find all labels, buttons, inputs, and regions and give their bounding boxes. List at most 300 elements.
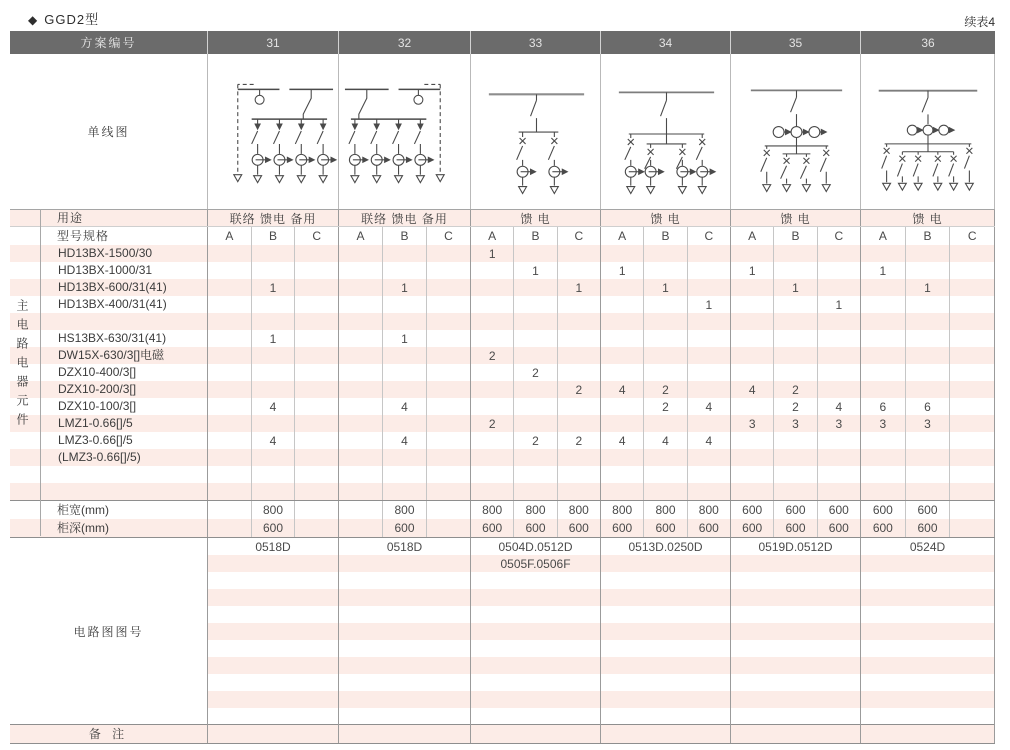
circuit-number-row: [207, 555, 995, 572]
circuit-number-row: [207, 691, 995, 708]
value-cell: [949, 330, 994, 347]
value-cell: [426, 466, 470, 483]
diagram-cell-31: [207, 54, 338, 209]
circuit-number-cell: [338, 623, 470, 640]
value-cell: [731, 279, 773, 296]
value-cell: [731, 449, 773, 466]
scheme-number: 31: [207, 31, 338, 54]
value-cell: [773, 313, 816, 330]
component-row: [10, 483, 995, 500]
size-label: 柜宽(mm): [57, 503, 109, 517]
value-cell: [471, 432, 513, 449]
value-cell: [208, 432, 251, 449]
value-cell: 1: [817, 296, 860, 313]
value-cell: [601, 364, 643, 381]
value-cell: 600: [612, 521, 633, 535]
component-row: [10, 449, 995, 466]
circuit-number-cell: [600, 674, 730, 691]
circuit-number-cell: [338, 691, 470, 708]
value-cell: [426, 449, 470, 466]
value-cell: [208, 381, 251, 398]
value-cell: [339, 449, 382, 466]
component-row: [10, 262, 995, 279]
diagram-cell-36: [860, 54, 995, 209]
single-line-diagram-32: [339, 68, 470, 204]
single-line-diagram-33: [471, 68, 600, 204]
value-cell: 4: [817, 398, 860, 415]
remark-cell: [207, 725, 338, 743]
circuit-number-cell: [730, 589, 860, 606]
component-name: HD13BX-1000/31: [58, 263, 153, 277]
component-row: [10, 398, 995, 415]
value-cell: [426, 398, 470, 415]
value-cell: [773, 466, 816, 483]
value-cell: [601, 415, 643, 432]
value-cell: [208, 262, 251, 279]
circuit-number-cell: [338, 640, 470, 657]
value-cell: [601, 483, 643, 500]
component-row: [10, 245, 995, 262]
value-cell: [294, 296, 338, 313]
value-cell: 1: [382, 279, 426, 296]
circuit-number-label: 电路图图号: [10, 538, 207, 724]
circuit-number-cell: [470, 606, 600, 623]
circuit-number-cell: [338, 657, 470, 674]
col-b-header: B: [773, 227, 816, 245]
value-cell: 4: [748, 382, 756, 397]
value-cell: [251, 415, 295, 432]
label-column-divider: [40, 209, 41, 536]
value-cell: [557, 262, 600, 279]
circuit-number-cell: 0524D: [860, 538, 995, 555]
value-cell: [208, 466, 251, 483]
component-row: [10, 415, 995, 432]
value-cell: 600: [817, 519, 860, 537]
value-cell: 600: [773, 501, 816, 519]
spec-group: [207, 227, 338, 245]
value-cell: [731, 432, 773, 449]
value-cell: [208, 501, 251, 519]
value-cell: 800: [557, 501, 600, 519]
value-cell: [687, 245, 730, 262]
circuit-number-cell: [860, 555, 995, 572]
value-cell: [339, 415, 382, 432]
component-name: LMZ3-0.66[]/5: [58, 433, 133, 447]
value-cell: [687, 330, 730, 347]
value-cell: [949, 245, 994, 262]
value-cell: 600: [817, 501, 860, 519]
col-c-header: C: [426, 227, 470, 245]
spec-group: [600, 227, 730, 245]
value-cell: 3: [773, 415, 816, 432]
circuit-number-cell: [338, 572, 470, 589]
value-cell: [294, 483, 338, 500]
component-name: LMZ1-0.66[]/5: [58, 416, 133, 430]
value-cell: [294, 519, 338, 537]
value-cell: [208, 347, 251, 364]
scheme-number-header: 方案编号: [80, 36, 137, 50]
col-a-header: A: [618, 229, 627, 243]
value-cell: 4: [251, 432, 295, 449]
value-cell: [949, 449, 994, 466]
diagram-cell-35: [730, 54, 860, 209]
col-c-header: C: [557, 227, 600, 245]
value-cell: [339, 330, 382, 347]
value-cell: 800: [612, 503, 633, 517]
value-cell: 4: [382, 432, 426, 449]
value-cell: [339, 501, 382, 519]
value-cell: [817, 432, 860, 449]
circuit-number-cell: [730, 555, 860, 572]
value-cell: [905, 364, 950, 381]
value-cell: [861, 279, 905, 296]
value-cell: [426, 415, 470, 432]
value-cell: [817, 483, 860, 500]
value-cell: 4: [687, 432, 730, 449]
usage-value: 联络 馈电 备用: [207, 210, 338, 226]
value-cell: [731, 483, 773, 500]
value-cell: [471, 483, 513, 500]
component-cells: [207, 347, 995, 364]
value-cell: [557, 245, 600, 262]
circuit-number-row: [207, 657, 995, 674]
scheme-number: 32: [338, 31, 470, 54]
circuit-number-cell: [338, 708, 470, 725]
value-cell: [294, 279, 338, 296]
value-cell: 3: [905, 415, 950, 432]
value-cell: [817, 466, 860, 483]
value-cell: [817, 347, 860, 364]
value-cell: [905, 466, 950, 483]
value-cell: [426, 296, 470, 313]
col-b-header: B: [643, 227, 686, 245]
circuit-number-cell: [207, 606, 338, 623]
value-cell: [817, 364, 860, 381]
value-cell: [861, 330, 905, 347]
component-cells: [207, 245, 995, 262]
col-b-header: B: [382, 227, 426, 245]
spec-table: [10, 31, 995, 744]
circuit-number-cell: [470, 708, 600, 725]
value-cell: [731, 330, 773, 347]
circuit-number-cell: [730, 640, 860, 657]
circuit-number-cell: 0504D.0512D: [470, 538, 600, 555]
table-header-row: [10, 31, 995, 54]
circuit-number-cell: [730, 708, 860, 725]
value-cell: [557, 398, 600, 415]
diamond-icon: ◆: [28, 13, 39, 27]
circuit-number-cell: [860, 589, 995, 606]
component-cells: [207, 381, 995, 398]
value-cell: [643, 330, 686, 347]
circuit-number-cell: [338, 674, 470, 691]
value-cell: 2: [557, 381, 600, 398]
value-cell: [382, 449, 426, 466]
circuit-number-cell: [860, 657, 995, 674]
value-cell: [817, 262, 860, 279]
circuit-number-cell: [338, 589, 470, 606]
usage-label: 用途: [57, 211, 84, 225]
remark-label: 备 注: [88, 727, 129, 741]
value-cell: [731, 364, 773, 381]
component-name: HS13BX-630/31(41): [58, 331, 167, 345]
value-cell: [905, 381, 950, 398]
remark-cell: [338, 725, 470, 743]
value-cell: [471, 262, 513, 279]
value-cell: [294, 432, 338, 449]
spec-group: [730, 227, 860, 245]
value-cell: [601, 245, 643, 262]
value-cell: [339, 381, 382, 398]
spec-group: [860, 227, 995, 245]
value-cell: [687, 313, 730, 330]
value-cell: [426, 519, 470, 537]
value-cell: 1: [382, 330, 426, 347]
value-cell: [294, 415, 338, 432]
value-cell: 2: [513, 364, 556, 381]
circuit-number-cell: 0513D.0250D: [600, 538, 730, 555]
value-cell: [773, 483, 816, 500]
value-cell: [294, 262, 338, 279]
value-cell: [294, 398, 338, 415]
value-cell: [339, 296, 382, 313]
value-cell: [731, 313, 773, 330]
component-row: [10, 364, 995, 381]
component-name: DZX10-200/3[]: [58, 382, 137, 396]
value-cell: [949, 483, 994, 500]
value-cell: [294, 449, 338, 466]
value-cell: [513, 245, 556, 262]
value-cell: [601, 313, 643, 330]
value-cell: [557, 466, 600, 483]
value-cell: 600: [872, 521, 893, 535]
diagram-cell-34: [600, 54, 730, 209]
circuit-number-cell: [860, 674, 995, 691]
scheme-number: 34: [600, 31, 730, 54]
value-cell: [643, 449, 686, 466]
spec-group: [338, 227, 470, 245]
circuit-number-cell: [338, 606, 470, 623]
circuit-number-cell: [470, 674, 600, 691]
scheme-number: 36: [860, 31, 995, 54]
col-c-header: C: [687, 227, 730, 245]
circuit-number-cell: 0518D: [338, 538, 470, 555]
spec-groups: [207, 227, 995, 245]
value-cell: [339, 245, 382, 262]
circuit-number-cell: [600, 606, 730, 623]
value-cell: [949, 313, 994, 330]
value-cell: [513, 313, 556, 330]
value-cell: [471, 381, 513, 398]
circuit-number-cell: [600, 691, 730, 708]
value-cell: [382, 296, 426, 313]
value-cell: [513, 449, 556, 466]
circuit-number-cell: 0518D: [207, 538, 338, 555]
value-cell: 6: [879, 399, 887, 414]
value-cell: [251, 347, 295, 364]
value-cell: [208, 296, 251, 313]
value-cell: [251, 483, 295, 500]
component-name: DZX10-100/3[]: [58, 399, 137, 413]
value-cell: [382, 347, 426, 364]
value-cell: 600: [773, 519, 816, 537]
value-cell: [601, 279, 643, 296]
value-cell: [426, 347, 470, 364]
col-c-header: C: [294, 227, 338, 245]
value-cell: [294, 245, 338, 262]
circuit-number-cell: [470, 572, 600, 589]
component-row: [10, 279, 995, 296]
component-name: HD13BX-400/31(41): [58, 297, 167, 311]
value-cell: [339, 279, 382, 296]
value-cell: [557, 415, 600, 432]
value-cell: [513, 296, 556, 313]
value-cell: [426, 381, 470, 398]
value-cell: [817, 313, 860, 330]
component-name: DZX10-400/3[]: [58, 365, 137, 379]
value-cell: 4: [643, 432, 686, 449]
value-cell: 1: [905, 279, 950, 296]
value-cell: [773, 364, 816, 381]
value-cell: [949, 381, 994, 398]
circuit-number-row: [207, 623, 995, 640]
value-cell: 600: [643, 519, 686, 537]
value-cell: [905, 313, 950, 330]
value-cell: [687, 279, 730, 296]
value-cell: [687, 364, 730, 381]
circuit-number-row: [207, 640, 995, 657]
circuit-number-cell: [860, 623, 995, 640]
usage-value: 馈 电: [730, 210, 860, 226]
value-cell: [339, 347, 382, 364]
value-cell: [382, 466, 426, 483]
circuit-number-cell: [207, 708, 338, 725]
usage-cells: [207, 210, 995, 226]
circuit-number-cell: [730, 674, 860, 691]
component-cells: [207, 313, 995, 330]
circuit-number-cell: [860, 708, 995, 725]
value-cell: [294, 330, 338, 347]
value-cell: [601, 296, 643, 313]
col-b-header: B: [905, 227, 950, 245]
value-cell: 2: [557, 432, 600, 449]
value-cell: [251, 313, 295, 330]
value-cell: [601, 449, 643, 466]
value-cell: [426, 279, 470, 296]
value-cell: 1: [879, 263, 887, 278]
value-cell: 2: [513, 432, 556, 449]
circuit-number-cell: [470, 623, 600, 640]
component-name: HD13BX-600/31(41): [58, 280, 167, 294]
value-cell: [601, 466, 643, 483]
value-cell: [513, 415, 556, 432]
value-cell: [949, 432, 994, 449]
circuit-number-cell: [600, 572, 730, 589]
value-cell: [339, 519, 382, 537]
value-cell: [643, 466, 686, 483]
circuit-number-row: [207, 572, 995, 589]
cabinet-size-rows: [10, 500, 995, 537]
value-cell: [731, 466, 773, 483]
value-cell: 600: [513, 519, 556, 537]
circuit-number-row: [207, 589, 995, 606]
value-cell: [471, 330, 513, 347]
value-cell: 2: [643, 381, 686, 398]
circuit-number-cell: [207, 691, 338, 708]
component-cells: [207, 432, 995, 449]
value-cell: [382, 245, 426, 262]
value-cell: [687, 466, 730, 483]
size-row: [10, 519, 995, 537]
circuit-number-cell: [600, 640, 730, 657]
remark-cell: [730, 725, 860, 743]
value-cell: [382, 313, 426, 330]
col-a-header: A: [488, 229, 497, 243]
value-cell: [861, 296, 905, 313]
col-a-header: A: [748, 229, 757, 243]
spec-header-row: [10, 227, 995, 245]
circuit-number-cell: [207, 657, 338, 674]
value-cell: [251, 245, 295, 262]
col-a-header: A: [356, 229, 365, 243]
remark-cell: [860, 725, 995, 743]
value-cell: [513, 347, 556, 364]
circuit-number-cell: [860, 640, 995, 657]
size-cells: [207, 501, 995, 519]
value-cell: 800: [251, 501, 295, 519]
value-cell: 1: [557, 279, 600, 296]
value-cell: [687, 415, 730, 432]
value-cell: [208, 245, 251, 262]
value-cell: 600: [742, 521, 763, 535]
value-cell: [905, 296, 950, 313]
value-cell: [251, 381, 295, 398]
spec-group: [470, 227, 600, 245]
value-cell: [861, 432, 905, 449]
component-cells: [207, 398, 995, 415]
value-cell: [513, 279, 556, 296]
value-cell: [208, 313, 251, 330]
component-row: [10, 296, 995, 313]
component-row: [10, 381, 995, 398]
value-cell: [601, 330, 643, 347]
diagram-cell-33: [470, 54, 600, 209]
value-cell: [643, 313, 686, 330]
value-cell: [471, 279, 513, 296]
col-a-header: A: [225, 229, 234, 243]
value-cell: 4: [687, 398, 730, 415]
value-cell: [773, 432, 816, 449]
circuit-number-cell: [207, 555, 338, 572]
value-cell: [643, 347, 686, 364]
component-row: [10, 466, 995, 483]
value-cell: [861, 245, 905, 262]
component-row: [10, 347, 995, 364]
circuit-number-cell: 0519D.0512D: [730, 538, 860, 555]
value-cell: [949, 279, 994, 296]
value-cell: [949, 415, 994, 432]
circuit-number-cell: [730, 691, 860, 708]
page-header: [0, 6, 1010, 30]
value-cell: 600: [742, 503, 763, 517]
value-cell: [557, 296, 600, 313]
circuit-number-cell: [600, 555, 730, 572]
value-cell: [557, 313, 600, 330]
value-cell: [643, 296, 686, 313]
usage-value: 馈 电: [600, 210, 730, 226]
single-line-diagram-36: [861, 68, 994, 204]
component-cells: [207, 296, 995, 313]
